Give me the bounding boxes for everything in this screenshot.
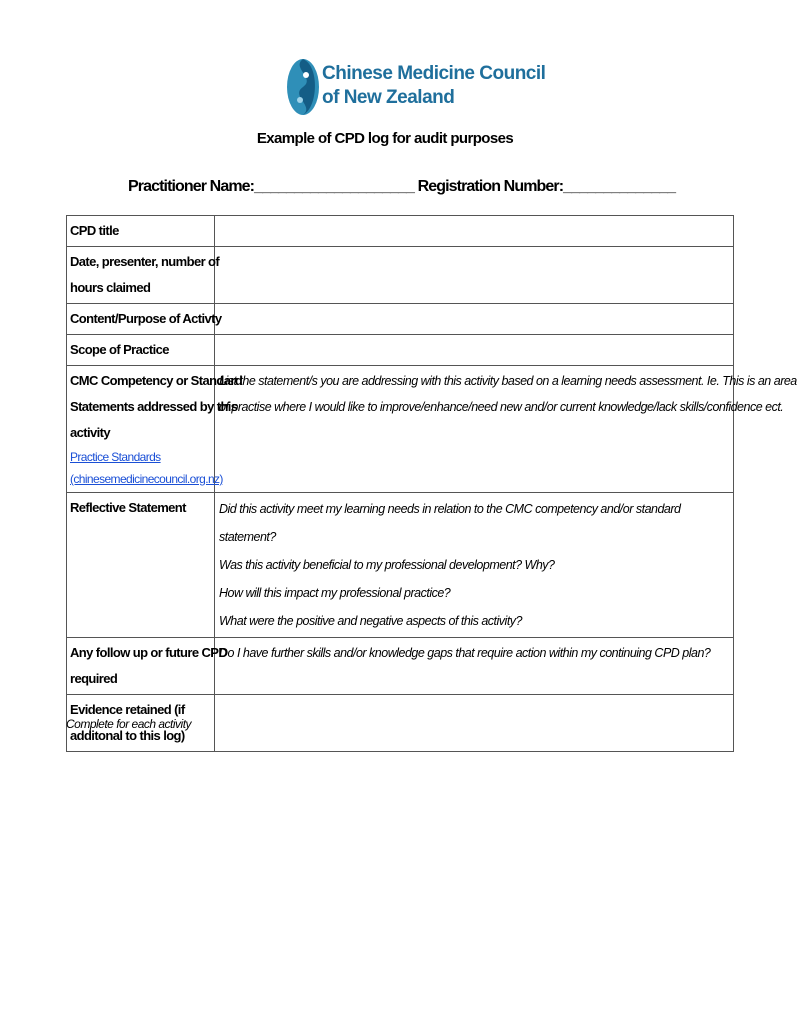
cmc-logo [286, 58, 546, 118]
table-row [67, 216, 734, 247]
row-label: CMC Competency or Standard Statements addressed by this activity Practice Standards (chinesemedicinecouncil.org.nz) [67, 366, 215, 493]
row-label: Evidence retained (if additonal to this log) [67, 695, 215, 752]
row-label: Scope of Practice [67, 335, 215, 366]
practice-standards-link[interactable]: Practice Standards (chinesemedicinecouncil.org.nz) [70, 450, 223, 486]
yin-yang-logo-icon [286, 58, 320, 116]
content-purpose-field[interactable] [215, 304, 734, 335]
row-label: Reflective Statement [67, 493, 215, 638]
table-row [67, 493, 734, 638]
logo-line-1: Chinese Medicine Council [322, 63, 546, 84]
page-title: Example of CPD log for audit purposes [256, 130, 514, 147]
row-label: CPD title [67, 216, 215, 247]
follow-up-field[interactable]: Do I have further skills and/or knowledge gaps that require action within my continuing CPD plan? [215, 638, 734, 695]
cpd-title-field[interactable] [215, 216, 734, 247]
table-row [67, 335, 734, 366]
practitioner-line: Practitioner Name:____________________ Registration Number:______________ [128, 178, 676, 195]
evidence-retained-field[interactable] [215, 695, 734, 752]
footnote: Complete for each activity [66, 717, 192, 731]
scope-of-practice-field[interactable] [215, 335, 734, 366]
cpd-log-table [66, 215, 797, 752]
competency-statements-field[interactable]: List the statement/s you are addressing with this activity based on a learning needs assessment. Ie. This is an area of practise where I would like to improve/enhance/need new and/or current knowledge/lack skills/confidence ect. [215, 366, 734, 493]
logo-line-2: of New Zealand [322, 87, 455, 108]
date-presenter-field[interactable] [215, 247, 734, 304]
council-name [322, 62, 545, 110]
table-row [67, 638, 734, 695]
table-row [67, 366, 734, 493]
table-row [67, 304, 734, 335]
reflective-statement-field[interactable]: Did this activity meet my learning needs in relation to the CMC competency and/or standard statement? Was this activity beneficial to my professional development? Why? How will this impact my professional practice? What were the positive and negative aspects of this activity? [215, 493, 734, 638]
row-label: Content/Purpose of Activty [67, 304, 215, 335]
row-label: Any follow up or future CPD required [67, 638, 215, 695]
table-row [67, 247, 734, 304]
row-label: Date, presenter, number of hours claimed [67, 247, 215, 304]
